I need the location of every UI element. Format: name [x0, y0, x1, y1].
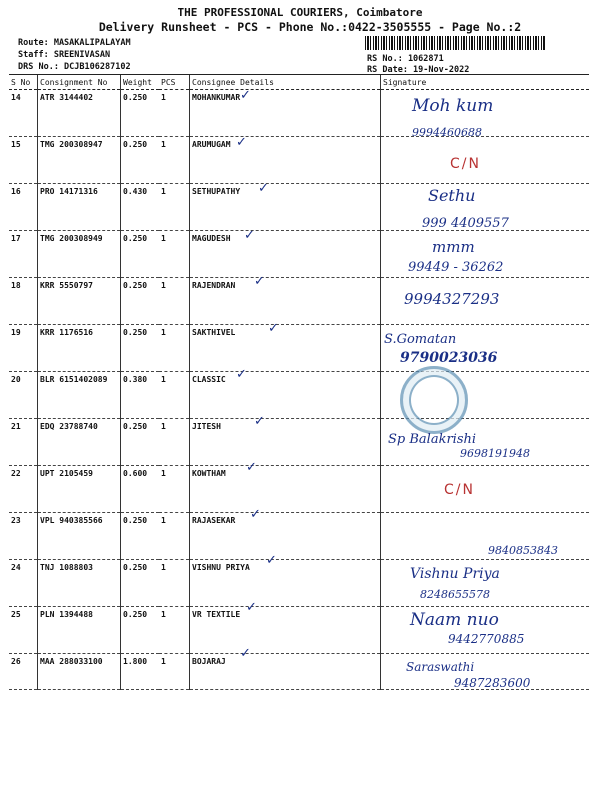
- col-pcs: PCS: [159, 75, 190, 90]
- cell-consignment: EDQ 23788740: [38, 419, 121, 466]
- cell-pcs: 1: [159, 654, 190, 690]
- cell-consignee: BOJARAJ: [190, 654, 381, 690]
- cell-sno: 19: [9, 325, 38, 372]
- cell-sno: 23: [9, 513, 38, 560]
- signature-16-name: Sethu: [428, 186, 476, 205]
- cell-consignment: ATR 3144402: [38, 90, 121, 137]
- cell-consignment: UPT 2105459: [38, 466, 121, 513]
- cell-sno: 25: [9, 607, 38, 654]
- cell-consignment: PLN 1394488: [38, 607, 121, 654]
- table-header-row: [9, 75, 589, 90]
- runsheet-subtitle: Delivery Runsheet - PCS - Phone No.:0422-3505555 - Page No.:2: [98, 20, 522, 34]
- runsheet-table: [9, 74, 589, 690]
- tick-mark-icon: ✓: [246, 460, 257, 475]
- cell-consignee: SAKTHIVEL: [190, 325, 381, 372]
- table-row: [9, 137, 589, 184]
- cell-weight: 1.800: [121, 654, 160, 690]
- rs-number: RS No.: 1062871: [367, 54, 444, 64]
- tick-mark-icon: ✓: [236, 367, 247, 382]
- cell-consignee: VISHNU PRIYA: [190, 560, 381, 607]
- cell-weight: 0.600: [121, 466, 160, 513]
- cell-weight: 0.250: [121, 325, 160, 372]
- col-signature: Signature: [381, 75, 590, 90]
- cell-weight: 0.250: [121, 607, 160, 654]
- table-row: [9, 372, 589, 419]
- signature-26-phone: 9487283600: [454, 676, 531, 690]
- cell-consignment: TNJ 1088803: [38, 560, 121, 607]
- signature-16-phone: 999 4409557: [422, 216, 509, 231]
- signature-17-phone: 99449 - 36262: [408, 260, 504, 275]
- cell-pcs: 1: [159, 419, 190, 466]
- drs-number: DRS No.: DCJB106287102: [18, 62, 131, 72]
- cell-consignment: KRR 1176516: [38, 325, 121, 372]
- cell-consignment: BLR 6151402089: [38, 372, 121, 419]
- table-row: [9, 466, 589, 513]
- cell-sno: 16: [9, 184, 38, 231]
- cell-consignment: PRO 14171316: [38, 184, 121, 231]
- cell-pcs: 1: [159, 513, 190, 560]
- cell-sno: 24: [9, 560, 38, 607]
- staff-label: Staff: SREENIVASAN: [18, 50, 111, 60]
- tick-mark-icon: ✓: [258, 181, 269, 196]
- cell-consignee: SETHUPATHY: [190, 184, 381, 231]
- signature-15-cin: C/N: [450, 156, 481, 172]
- cell-weight: 0.250: [121, 137, 160, 184]
- cell-pcs: 1: [159, 231, 190, 278]
- route-label: Route: MASAKALIPALAYAM: [18, 38, 131, 48]
- cell-consignee: JITESH: [190, 419, 381, 466]
- cell-consignee: RAJASEKAR: [190, 513, 381, 560]
- signature-26-name: Saraswathi: [406, 660, 475, 674]
- tick-mark-icon: ✓: [244, 227, 255, 243]
- tick-mark-icon: ✓: [240, 646, 251, 661]
- signature-21-name: Sp Balakrishi: [388, 432, 477, 447]
- cell-pcs: 1: [159, 137, 190, 184]
- cell-sno: 26: [9, 654, 38, 690]
- company-stamp: [400, 366, 468, 434]
- cell-pcs: 1: [159, 607, 190, 654]
- cell-consignment: KRR 5550797: [38, 278, 121, 325]
- cell-consignment: TMG 200308949: [38, 231, 121, 278]
- signature-14-phone: 9994460688: [412, 126, 482, 139]
- cell-sno: 22: [9, 466, 38, 513]
- col-consignee: Consignee Details: [190, 75, 381, 90]
- signature-17-name: mmm: [432, 238, 475, 256]
- tick-mark-icon: ✓: [240, 88, 251, 103]
- cell-pcs: 1: [159, 325, 190, 372]
- table-row: [9, 325, 589, 372]
- cell-weight: 0.250: [121, 90, 160, 137]
- tick-mark-icon: ✓: [250, 506, 261, 522]
- cell-consignee: MOHANKUMAR: [190, 90, 381, 137]
- cell-sno: 21: [9, 419, 38, 466]
- cell-sno: 17: [9, 231, 38, 278]
- table-row: [9, 607, 589, 654]
- signature-24-phone: 8248655578: [420, 588, 490, 601]
- cell-sno: 15: [9, 137, 38, 184]
- table-row: [9, 90, 589, 137]
- cell-consignee: RAJENDRAN: [190, 278, 381, 325]
- cell-signature: [381, 466, 590, 513]
- tick-mark-icon: ✓: [236, 134, 247, 150]
- signature-23-phone: 9840853843: [488, 544, 558, 557]
- cell-sno: 18: [9, 278, 38, 325]
- tick-mark-icon: ✓: [268, 320, 279, 336]
- signature-18-phone: 9994327293: [404, 290, 500, 308]
- cell-weight: 0.430: [121, 184, 160, 231]
- cell-pcs: 1: [159, 560, 190, 607]
- cell-pcs: 1: [159, 90, 190, 137]
- cell-pcs: 1: [159, 278, 190, 325]
- signature-19-name: S.Gomatan: [384, 332, 457, 347]
- col-weight: Weight: [121, 75, 160, 90]
- signature-14-name: Moh kum: [412, 96, 494, 116]
- cell-consignee: KOWTHAM: [190, 466, 381, 513]
- signature-25-name: Naam nuo: [410, 610, 499, 630]
- cell-sno: 14: [9, 90, 38, 137]
- cell-weight: 0.250: [121, 419, 160, 466]
- cell-weight: 0.250: [121, 231, 160, 278]
- cell-weight: 0.250: [121, 278, 160, 325]
- signature-22-cin: C/N: [444, 482, 475, 498]
- cell-signature: [381, 137, 590, 184]
- cell-pcs: 1: [159, 372, 190, 419]
- barcode: [365, 36, 545, 50]
- table-row: [9, 278, 589, 325]
- table-row: [9, 560, 589, 607]
- col-sno: S No: [9, 75, 38, 90]
- signature-21-phone: 9698191948: [460, 447, 530, 460]
- cell-consignment: VPL 940385566: [38, 513, 121, 560]
- tick-mark-icon: ✓: [266, 553, 277, 568]
- cell-pcs: 1: [159, 184, 190, 231]
- cell-consignee: MAGUDESH: [190, 231, 381, 278]
- tick-mark-icon: ✓: [254, 274, 265, 289]
- company-title: THE PROFESSIONAL COURIERS, Coimbatore: [177, 6, 423, 19]
- tick-mark-icon: ✓: [246, 599, 257, 615]
- rs-date: RS Date: 19-Nov-2022: [367, 65, 470, 75]
- cell-weight: 0.250: [121, 513, 160, 560]
- cell-weight: 0.250: [121, 560, 160, 607]
- cell-consignee: VR TEXTILE: [190, 607, 381, 654]
- signature-25-phone: 9442770885: [448, 632, 525, 646]
- cell-sno: 20: [9, 372, 38, 419]
- cell-consignment: TMG 200308947: [38, 137, 121, 184]
- tick-mark-icon: ✓: [254, 413, 265, 429]
- cell-weight: 0.380: [121, 372, 160, 419]
- cell-consignee: CLASSIC: [190, 372, 381, 419]
- cell-pcs: 1: [159, 466, 190, 513]
- cell-consignment: MAA 288033100: [38, 654, 121, 690]
- signature-24-name: Vishnu Priya: [410, 566, 500, 582]
- signature-19-phone: 9790023036: [400, 350, 498, 366]
- cell-consignee: ARUMUGAM: [190, 137, 381, 184]
- col-consignment: Consignment No: [38, 75, 121, 90]
